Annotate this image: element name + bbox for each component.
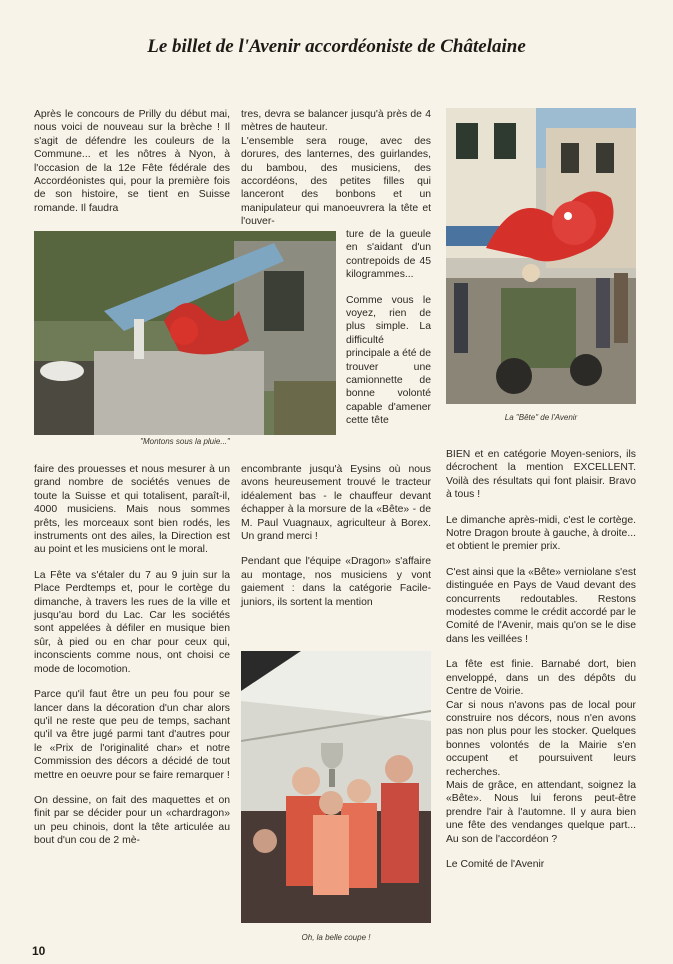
- paragraph: La Fête va s'étaler du 7 au 9 juin sur la Place Perdtemps et, pour le cortège du dimanche, à travers les rues de la ville et jusqu'au bord du Lac. Car les sociétés sont appelées à défiler en musique bien sûr, à pied ou en char pour ceux qui, inconscients comme nous, ont choisi ce mode de locomotion.: [34, 569, 230, 675]
- paragraph: Parce qu'il faut être un peu fou pour se lancer dans la décoration d'un char alors qu'il ne reste que peu de temps, sachant qu'il va être jugé parmi tant d'autres pour le «Prix de l'originalité char» et notre Commission des décors a décidé de tout mettre en oeuvre pour se faire remarquer !: [34, 689, 230, 781]
- paragraph: Pendant que l'équipe «Dragon» s'affaire au montage, nos musiciens y vont gaiement : dans la catégorie Facile-juniors, ils sortent la mention: [241, 556, 431, 608]
- paragraph: BIEN et en catégorie Moyen-seniors, ils décrochent la mention EXCELLENT. Voilà des résultats qui font plaisir. Bravo à tous !: [446, 449, 636, 501]
- paragraph: tres, devra se balancer jusqu'à près de 4 mètres de hauteur.: [241, 109, 431, 134]
- page-number: 10: [32, 944, 46, 958]
- trophy-celebration-photo: [241, 651, 431, 923]
- dragon-float-parade-photo: [446, 108, 636, 404]
- paragraph: ture de la gueule en s'aidant d'un contrepoids de 45 kilogrammes...: [346, 229, 431, 281]
- paragraph: faire des prouesses et nous mesurer à un grand nombre de sociétés venues de toute la Suisse et qui totalisent, paraît-il, 4000 musiciens. Mais nous sommes prêts, les morceaux sont bien rodés, les instruments ont des ailes, la Direction est au point et les musiciens ont le moral.: [34, 464, 230, 556]
- caption-cup: Oh, la belle coupe !: [301, 933, 371, 942]
- paragraph: Le dimanche après-midi, c'est le cortège. Notre Dragon broute à gauche, à droite... et obtient le premier prix.: [446, 514, 636, 553]
- caption-rain: "Montons sous la pluie...": [140, 437, 230, 446]
- paragraph: C'est ainsi que la «Bête» verniolane s'est distinguée en Pays de Vaud devant des concurrents redoutables. Restons modestes comme le crédit accordé par le Comité de l'Avenir, mais qu'on se le dise dans les veillées !: [446, 566, 636, 645]
- page-title: Le billet de l'Avenir accordéoniste de Châtelaine: [147, 36, 526, 57]
- dragon-assembly-photo: [34, 231, 336, 435]
- paragraph: Car si nous n'avons pas de local pour construire nos décors, nous n'en avons pas non plus pour les stocker. Quelques bonnes volontés de la Mairie s'en occupent et poursuivent leurs recherches.: [446, 699, 636, 778]
- column-1-bottom: [34, 463, 230, 848]
- dragon-float-parade-image: [446, 108, 636, 404]
- caption-beast: La "Bête" de l'Avenir: [504, 413, 578, 422]
- column-2-wrap: [346, 228, 431, 428]
- column-1-top: [34, 108, 230, 227]
- column-2-bottom: [241, 463, 431, 609]
- dragon-assembly-image: [34, 231, 336, 435]
- column-2-top: [241, 108, 431, 229]
- column-3: [446, 448, 636, 883]
- paragraph: La fête est finie. Barnabé dort, bien enveloppé, dans un des dépôts du Centre de Voirie.: [446, 659, 636, 698]
- paragraph: L'ensemble sera rouge, avec des dorures, des lanternes, des guirlandes, du bambou, des musiciens, des accordéons, des petites filles qui lanceront des bonbons et un manipulateur qui manoeuvrera la tête et l'ouver-: [241, 135, 431, 228]
- paragraph: encombrante jusqu'à Eysins où nous avons heureusement trouvé le tracteur idéalement bas - le chauffeur devant échapper à la morsure de la «Bête» - de M. Paul Vuagnaux, agriculteur à Borex. Un grand merci !: [241, 464, 431, 543]
- paragraph: Mais de grâce, en attendant, soignez la «Bête». Nous lui ferons peut-être prendre l'air à l'automne. Il y aura bien une fête des vendanges quelque part... Au son de l'accordéon ?: [446, 779, 636, 845]
- paragraph: Comme vous le voyez, rien de plus simple. La difficulté principale a été de trouver une camionnette de bonne volonté capable d'amener cette tête: [346, 294, 431, 427]
- signature: Le Comité de l'Avenir: [446, 858, 545, 870]
- trophy-celebration-image: [241, 651, 431, 923]
- paragraph: On dessine, on fait des maquettes et on finit par se décider pour un «chardragon» un peu chinois, dont la tête articulée au bout d'un cou de 2 mè-: [34, 794, 230, 847]
- paragraph: Après le concours de Prilly du début mai, nous voici de nouveau sur la brèche ! Il s'agit de défendre les couleurs de la Commune... et les nôtres à Nyon, à l'occasion de la 12e Fête fédérale des Accordéonistes qui, pour la première fois de son histoire, se tient en Suisse romande. Il faudra: [34, 109, 230, 214]
